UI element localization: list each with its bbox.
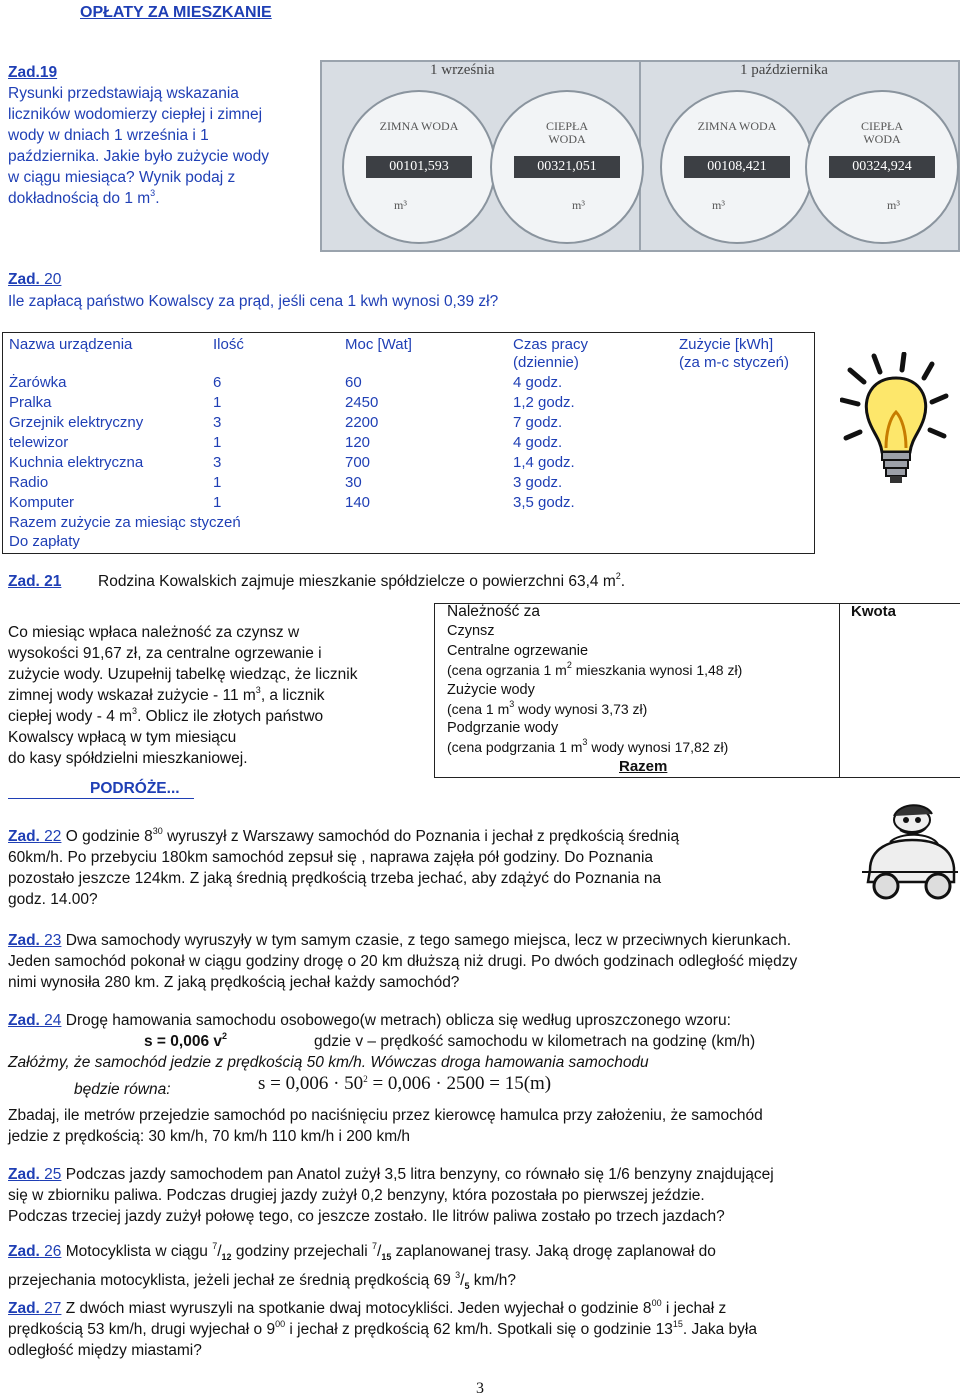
zad27-block: Zad. 27 Z dwóch miast wyruszyli na spotkanie dwaj motocykliści. Jeden wyjechał o godzinie $8^{00}$ i jechał z prędkością 53 km/h, drugi wyjechał o $9^{00}$ i jechał z prędkością 62 km/h. Spotkali się o godzinie $13^{15}$. Jaka była odległość między miastami?: [8, 1298, 757, 1359]
th-power: Moc [Wat]: [345, 336, 412, 353]
energy-table: Nazwa urządzenia Ilość Moc [Wat] Czas pracy (dziennie) Zużycie [kWh] (za m-c styczeń) Żarówka 6 60 4 godz. Pralka 1 2450 1,2 godz. Grzejnik elektryczny 3 2200 7 godz. telewizor 1 120 4 godz. Kuchnia elektryczna 3 700 1,4 godz. Radio 1 30 3 godz. Komputer 1 140 3,5 godz. Razem zużycie za miesiąc styczeń Do zapłaty: [2, 332, 815, 554]
zad19-line-3: wody w dniach 1 września i 1: [8, 127, 209, 144]
zad19-line-5: w ciągu miesiąca? Wynik podaj z: [8, 169, 236, 186]
zad20-question: Ile zapłacą państwo Kowalscy za prąd, jeśli cena 1 kwh wynosi 0,39 zł?: [8, 293, 499, 310]
sum-label: Razem zużycie za miesiąc styczeń: [9, 514, 241, 531]
rent-col-amount: Kwota: [851, 603, 896, 620]
zad26-block: Zad. 26 Motocyklista w ciągu $^7/_{12}$ godziny przejechali $^7/_{15}$ zaplanowanej trasy. Jaką drogę zaplanował do przejechania motocyklista, jeżeli jechał ze średnią prędkością 69 $^3/_5$ km/h?: [8, 1241, 716, 1292]
rent-table: [434, 603, 960, 778]
zad23-block: Zad. 23 Dwa samochody wyruszyły w tym samym czasie, z tego samego miejsca, lecz w przeciwnych kierunkach. Jeden samochód pokonał w ciągu godziny drogę o 20 km dłuższą niż drugi. Po dwóch godzinach odległość między nimi wynosiła 280 km. Z jaką prędkością jechał każdy samochód?: [8, 932, 798, 991]
zad25-block: Zad. 25 Podczas jazdy samochodem pan Anatol zużył 3,5 litra benzyny, co równało się 1/6 benzyny znajdującej się w zbiorniku paliwa. Podczas drugiej jazdy zużył 0,2 benzyny, która pozostała po pierwszej jeździe. Podczas trzeciej jazdy zużył połowę tego, co jeszcze zostało. Ile litrów paliwa zostało po trzech jazdach?: [8, 1166, 774, 1225]
light-bulb-icon: [840, 352, 952, 502]
rent-heating-water-price: (cena podgrzania 1 $m^3$ wody wynosi 17,82 zł): [447, 737, 729, 755]
th-time-2: (dziennie): [513, 354, 579, 371]
braking-calculation: $s = 0,006 \cdot 50^2 = 0,006 \cdot 2500 = 15(m)$: [258, 1073, 552, 1094]
th-name: Nazwa urządzenia: [9, 336, 133, 353]
braking-formula: s = 0,006 $v^2$: [144, 1031, 228, 1050]
car-driver-icon: [860, 796, 960, 906]
zad19-label: Zad.19: [8, 64, 58, 81]
formula-description: gdzie v – prędkość samochodu w kilometrach na godzinę (km/h): [314, 1033, 756, 1050]
rent-heating: Centralne ogrzewanie: [447, 643, 589, 659]
pay-label: Do zapłaty: [9, 533, 80, 550]
meter-cold-2: ZIMNA WODA 00108,421 m³: [660, 90, 814, 244]
page-number: 3: [476, 1380, 484, 1397]
rent-total: Razem: [619, 758, 668, 775]
zad22-block: Zad. 22 O godzinie $8^{30}$ wyruszył z Warszawy samochód do Poznania i jechał z prędkością średnią 60km/h. Po przebyciu 180km samochód zepsuł się , naprawa zajęła pół godziny. Do Poznania pozostało jeszcze 124km. Z jaką średnią prędkością trzeba jechać, aby zdążyć do Poznania na godz. 14.00?: [8, 826, 680, 908]
zad19-line-2: liczników wodomierzy ciepłej i zimnej: [8, 106, 263, 123]
rent-water: Zużycie wody: [447, 682, 535, 698]
meter-hot-1: CIEPŁA WODA 00321,051 m³: [490, 90, 644, 244]
rent-col-due: Należność za: [447, 603, 541, 620]
th-usage: Zużycie [kWh]: [679, 336, 774, 353]
th-usage-2: (za m-c styczeń): [679, 354, 790, 371]
zad19-block: [8, 62, 318, 209]
th-qty: Ilość: [213, 336, 244, 353]
rent-water-price: (cena 1 $m^3$ wody wynosi 3,73 zł): [447, 699, 648, 717]
zad19-line-4: października. Jakie było zużycie wody: [8, 148, 270, 165]
meter-hot-2: CIEPŁA WODA 00324,924 m³: [805, 90, 959, 244]
zad24-block: Zad. 24 Drogę hamowania samochodu osobowego(w metrach) oblicza się według uproszczonego wzoru: s = 0,006 $v^2$ gdzie v – prędkość samochodu w kilometrach na godzinę (km/h) Załóżmy, że samochód jedzie z prędkością 50 km/h. Wówczas droga hamowania samochodu będzie równa: $s = 0,006 \cdot 50^2 = 0,006 \cdot 2500 = 15(m)$ Zbadaj, ile metrów przejedzie samochód po naciśnięciu przez kierowcę hamulca przy założeniu, że samochód jedzie z prędkością: 30 km/h, 70 km/h 110 km/h i 200 km/h: [8, 1012, 763, 1145]
meter-date-1: 1 września: [430, 62, 495, 78]
zad21-text: Co miesiąc wpłaca należność za czynsz w wysokości 91,67 zł, za centralne ogrzewanie i zużycie wody. Uzupełnij tabelkę wiedząc, że licznik zimnej wody wskazał zużycie - 11 $m^3$, a licznik ciepłej wody - 4 $m^3$. Oblicz ile złotych państwo Kowalscy wpłacą w tym miesiącu do kasy spółdzielni mieszkaniowej.: [8, 624, 358, 767]
row-name: Żarówka: [9, 374, 67, 391]
rent-heating-water: Podgrzanie wody: [447, 720, 559, 736]
rent-heating-price: (cena ogrzania 1 $m^2$ mieszkania wynosi 1,48 zł): [447, 660, 743, 678]
water-meters-photo: [320, 60, 960, 252]
meter-date-2: 1 października: [740, 62, 828, 78]
zad21-label: Zad. 21: [8, 573, 62, 590]
rent-czynsz: Czynsz: [447, 623, 495, 639]
meter-cold-1: ZIMNA WODA 00101,593 m³: [342, 90, 496, 244]
th-time: Czas pracy: [513, 336, 589, 353]
zad20-label: Zad. 20: [8, 271, 62, 288]
zad19-line-1: Rysunki przedstawiają wskazania: [8, 85, 239, 102]
zad21-intro: Rodzina Kowalskich zajmuje mieszkanie spółdzielcze o powierzchni 63,4 $m^2$.: [98, 571, 626, 590]
section-podroze-title: PODRÓŻE...: [8, 780, 194, 799]
page-title: OPŁATY ZA MIESZKANIE: [80, 4, 272, 21]
zad19-line-6: dokładnością do 1 $m^3$.: [8, 188, 160, 207]
